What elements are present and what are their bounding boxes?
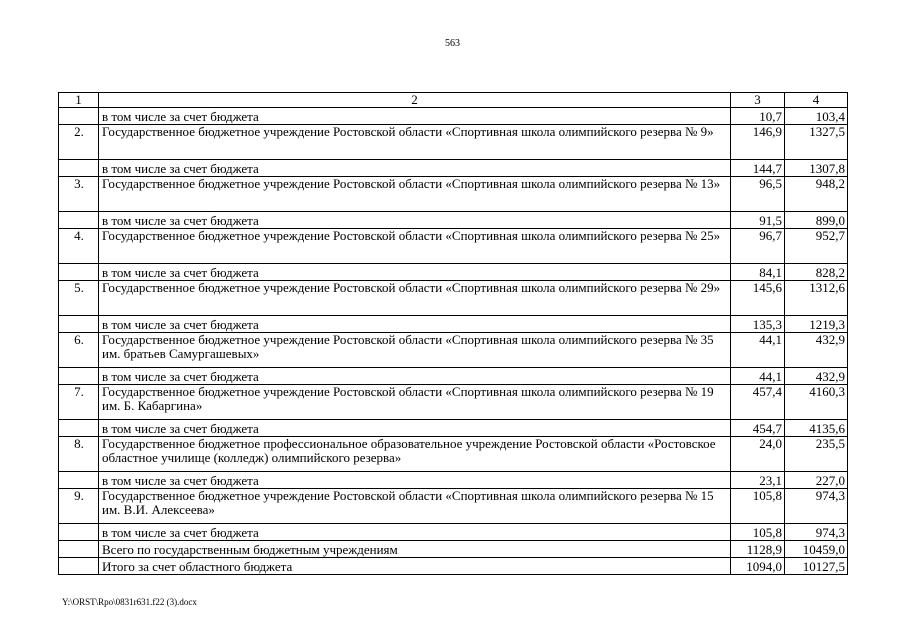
row-value-col4-cell: 974,3 xyxy=(785,489,848,524)
table-row xyxy=(59,177,848,212)
row-description-cell: Государственное бюджетное учреждение Ростовской области «Спортивная школа олимпийского резерва № 25» xyxy=(99,229,731,264)
table-row xyxy=(59,420,848,437)
row-description-cell: в том числе за счет бюджета xyxy=(99,212,731,229)
row-value-col3-cell: 145,6 xyxy=(731,281,785,316)
budget-table xyxy=(58,92,848,575)
row-number-cell xyxy=(59,160,99,177)
row-value-col4-cell: 10459,0 xyxy=(785,541,848,558)
row-value-col3-cell: 1094,0 xyxy=(731,558,785,575)
row-value-col4-cell: 103,4 xyxy=(785,108,848,125)
table-row xyxy=(59,264,848,281)
header-cell-4: 4 xyxy=(785,93,848,108)
row-number-cell xyxy=(59,368,99,385)
table-row xyxy=(59,385,848,420)
row-description-cell: в том числе за счет бюджета xyxy=(99,108,731,125)
table-header-row xyxy=(59,93,848,108)
row-value-col4-cell: 235,5 xyxy=(785,437,848,472)
row-description-cell: в том числе за счет бюджета xyxy=(99,524,731,541)
header-cell-3: 3 xyxy=(731,93,785,108)
table-row xyxy=(59,125,848,160)
table-row xyxy=(59,108,848,125)
row-value-col3-cell: 1128,9 xyxy=(731,541,785,558)
row-description-cell: Государственное бюджетное учреждение Ростовской области «Спортивная школа олимпийского резерва № 29» xyxy=(99,281,731,316)
row-value-col3-cell: 105,8 xyxy=(731,489,785,524)
row-value-col4-cell: 227,0 xyxy=(785,472,848,489)
row-value-col4-cell: 1307,8 xyxy=(785,160,848,177)
row-number-cell: 2. xyxy=(59,125,99,160)
table-row xyxy=(59,541,848,558)
page-number: 563 xyxy=(445,38,460,49)
row-value-col4-cell: 10127,5 xyxy=(785,558,848,575)
row-number-cell xyxy=(59,108,99,125)
row-value-col4-cell: 952,7 xyxy=(785,229,848,264)
table-row xyxy=(59,558,848,575)
header-cell-1: 1 xyxy=(59,93,99,108)
row-description-cell: Государственное бюджетное учреждение Ростовской области «Спортивная школа олимпийского резерва № 9» xyxy=(99,125,731,160)
row-value-col4-cell: 1219,3 xyxy=(785,316,848,333)
row-number-cell: 9. xyxy=(59,489,99,524)
row-value-col3-cell: 146,9 xyxy=(731,125,785,160)
row-number-cell xyxy=(59,558,99,575)
row-value-col4-cell: 899,0 xyxy=(785,212,848,229)
row-value-col3-cell: 24,0 xyxy=(731,437,785,472)
row-value-col3-cell: 96,5 xyxy=(731,177,785,212)
row-number-cell: 5. xyxy=(59,281,99,316)
row-value-col3-cell: 44,1 xyxy=(731,368,785,385)
row-number-cell: 3. xyxy=(59,177,99,212)
table-row xyxy=(59,524,848,541)
row-description-cell: в том числе за счет бюджета xyxy=(99,264,731,281)
table-row xyxy=(59,333,848,368)
row-value-col3-cell: 91,5 xyxy=(731,212,785,229)
row-value-col4-cell: 4160,3 xyxy=(785,385,848,420)
row-value-col3-cell: 454,7 xyxy=(731,420,785,437)
row-value-col3-cell: 135,3 xyxy=(731,316,785,333)
row-number-cell: 7. xyxy=(59,385,99,420)
row-value-col4-cell: 974,3 xyxy=(785,524,848,541)
table-row xyxy=(59,316,848,333)
row-number-cell xyxy=(59,524,99,541)
row-description-cell: Всего по государственным бюджетным учреждениям xyxy=(99,541,731,558)
file-path-footer: Y:\ORST\Rpo\0831r631.f22 (3).docx xyxy=(62,597,197,607)
row-description-cell: в том числе за счет бюджета xyxy=(99,316,731,333)
row-number-cell xyxy=(59,472,99,489)
row-description-cell: в том числе за счет бюджета xyxy=(99,420,731,437)
row-value-col3-cell: 96,7 xyxy=(731,229,785,264)
table-row xyxy=(59,160,848,177)
row-description-cell: Государственное бюджетное учреждение Ростовской области «Спортивная школа олимпийского резерва № 35 им. братьев Самургашевых» xyxy=(99,333,731,368)
row-value-col4-cell: 1312,6 xyxy=(785,281,848,316)
table-row xyxy=(59,229,848,264)
row-number-cell xyxy=(59,212,99,229)
row-description-cell: Государственное бюджетное учреждение Ростовской области «Спортивная школа олимпийского резерва № 19 им. Б. Кабаргина» xyxy=(99,385,731,420)
table-row xyxy=(59,368,848,385)
row-number-cell: 4. xyxy=(59,229,99,264)
row-description-cell: в том числе за счет бюджета xyxy=(99,472,731,489)
row-value-col3-cell: 105,8 xyxy=(731,524,785,541)
row-number-cell xyxy=(59,541,99,558)
row-value-col4-cell: 828,2 xyxy=(785,264,848,281)
row-number-cell xyxy=(59,264,99,281)
row-value-col4-cell: 1327,5 xyxy=(785,125,848,160)
row-description-cell: в том числе за счет бюджета xyxy=(99,368,731,385)
row-number-cell: 6. xyxy=(59,333,99,368)
row-number-cell xyxy=(59,316,99,333)
row-value-col3-cell: 44,1 xyxy=(731,333,785,368)
row-value-col3-cell: 84,1 xyxy=(731,264,785,281)
row-value-col4-cell: 948,2 xyxy=(785,177,848,212)
row-value-col3-cell: 23,1 xyxy=(731,472,785,489)
table-row xyxy=(59,281,848,316)
row-value-col4-cell: 432,9 xyxy=(785,368,848,385)
table-row xyxy=(59,472,848,489)
row-description-cell: Государственное бюджетное профессиональное образовательное учреждение Ростовской области «Ростовское областное училище (колледж) олимпийского резерва» xyxy=(99,437,731,472)
row-description-cell: Итого за счет областного бюджета xyxy=(99,558,731,575)
row-description-cell: в том числе за счет бюджета xyxy=(99,160,731,177)
row-value-col4-cell: 432,9 xyxy=(785,333,848,368)
row-number-cell xyxy=(59,420,99,437)
row-value-col3-cell: 144,7 xyxy=(731,160,785,177)
table-row xyxy=(59,489,848,524)
row-value-col3-cell: 10,7 xyxy=(731,108,785,125)
row-value-col4-cell: 4135,6 xyxy=(785,420,848,437)
table-row xyxy=(59,437,848,472)
row-number-cell: 8. xyxy=(59,437,99,472)
row-value-col3-cell: 457,4 xyxy=(731,385,785,420)
row-description-cell: Государственное бюджетное учреждение Ростовской области «Спортивная школа олимпийского резерва № 13» xyxy=(99,177,731,212)
header-cell-2: 2 xyxy=(99,93,731,108)
row-description-cell: Государственное бюджетное учреждение Ростовской области «Спортивная школа олимпийского резерва № 15 им. В.И. Алексеева» xyxy=(99,489,731,524)
table-row xyxy=(59,212,848,229)
